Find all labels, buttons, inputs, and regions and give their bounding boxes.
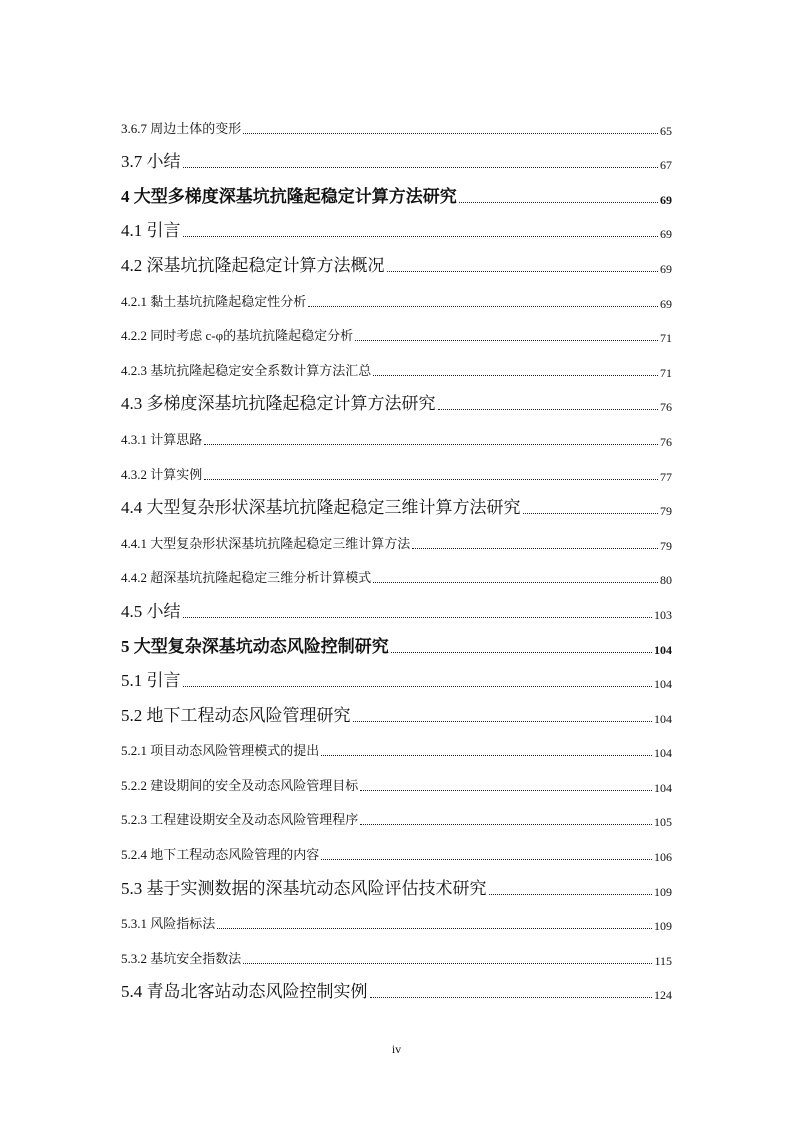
toc-entry-page: 76 bbox=[660, 400, 672, 415]
dot-leader bbox=[523, 513, 659, 514]
toc-entry[interactable] bbox=[121, 622, 672, 657]
toc-entry-page: 104 bbox=[654, 746, 672, 761]
toc-entry-label: 4.2.3 基坑抗隆起稳定安全系数计算方法汇总 bbox=[121, 362, 372, 378]
toc-entry-page: 79 bbox=[660, 504, 672, 519]
dot-leader bbox=[353, 721, 653, 722]
table-of-contents bbox=[121, 103, 672, 1002]
toc-entry-page: 67 bbox=[660, 158, 672, 173]
toc-entry-label: 5.2 地下工程动态风险管理研究 bbox=[121, 705, 351, 725]
toc-entry[interactable] bbox=[121, 207, 672, 242]
toc-entry-label: 4.3.2 计算实例 bbox=[121, 466, 203, 482]
toc-entry-label: 4.4.1 大型复杂形状深基坑抗隆起稳定三维计算方法 bbox=[121, 535, 411, 551]
toc-entry[interactable] bbox=[121, 414, 672, 449]
toc-entry-page: 79 bbox=[660, 538, 672, 553]
toc-entry-label: 4.2.2 同时考虑 c-φ的基坑抗隆起稳定分析 bbox=[121, 328, 354, 344]
toc-entry[interactable] bbox=[121, 449, 672, 484]
toc-entry[interactable] bbox=[121, 241, 672, 276]
toc-entry[interactable] bbox=[121, 103, 672, 138]
toc-entry[interactable] bbox=[121, 553, 672, 588]
toc-entry-page: 71 bbox=[660, 331, 672, 346]
toc-entry-label: 5.3.1 风险指标法 bbox=[121, 916, 216, 932]
toc-entry-page: 109 bbox=[654, 919, 672, 934]
toc-entry-page: 80 bbox=[660, 573, 672, 588]
toc-entry-label: 5.2.4 地下工程动态风险管理的内容 bbox=[121, 847, 320, 863]
dot-leader bbox=[243, 133, 658, 134]
dot-leader bbox=[489, 894, 653, 895]
toc-entry-page: 104 bbox=[654, 711, 672, 726]
toc-entry-label: 5 大型复杂深基坑动态风险控制研究 bbox=[121, 636, 389, 656]
toc-entry-label: 4.2 深基坑抗隆起稳定计算方法概况 bbox=[121, 255, 385, 275]
toc-entry-page: 69 bbox=[660, 227, 672, 242]
toc-entry-label: 5.2.2 建设期间的安全及动态风险管理目标 bbox=[121, 777, 359, 793]
toc-entry-label: 3.7 小结 bbox=[121, 152, 181, 172]
dot-leader bbox=[321, 755, 652, 756]
toc-entry-label: 4.4.2 超深基坑抗隆起稳定三维分析计算模式 bbox=[121, 570, 372, 586]
toc-entry-label: 4.1 引言 bbox=[121, 221, 181, 241]
toc-entry-label: 5.2.3 工程建设期安全及动态风险管理程序 bbox=[121, 812, 359, 828]
dot-leader bbox=[373, 375, 658, 376]
toc-entry-page: 77 bbox=[660, 469, 672, 484]
toc-entry-page: 76 bbox=[660, 434, 672, 449]
dot-leader bbox=[412, 548, 658, 549]
toc-entry[interactable] bbox=[121, 657, 672, 692]
dot-leader bbox=[243, 963, 652, 964]
toc-entry-page: 103 bbox=[654, 607, 672, 622]
toc-entry-label: 5.3 基于实测数据的深基坑动态风险评估技术研究 bbox=[121, 878, 487, 898]
toc-entry-label: 4.3.1 计算思路 bbox=[121, 431, 203, 447]
toc-entry-page: 106 bbox=[654, 850, 672, 865]
toc-entry-label: 4.3 多梯度深基坑抗隆起稳定计算方法研究 bbox=[121, 394, 436, 414]
dot-leader bbox=[360, 790, 652, 791]
dot-leader bbox=[204, 479, 658, 480]
dot-leader bbox=[217, 928, 652, 929]
dot-leader bbox=[391, 652, 652, 653]
toc-entry[interactable] bbox=[121, 691, 672, 726]
toc-entry-label: 5.4 青岛北客站动态风险控制实例 bbox=[121, 982, 368, 1002]
toc-entry-page: 69 bbox=[660, 261, 672, 276]
toc-entry-label: 3.6.7 周边土体的变形 bbox=[121, 120, 242, 136]
toc-entry-page: 69 bbox=[660, 192, 672, 207]
toc-entry[interactable] bbox=[121, 726, 672, 761]
toc-entry-page: 115 bbox=[654, 953, 672, 968]
toc-entry[interactable] bbox=[121, 587, 672, 622]
dot-leader bbox=[204, 444, 658, 445]
toc-entry[interactable] bbox=[121, 380, 672, 415]
toc-entry-label: 4.5 小结 bbox=[121, 601, 181, 621]
toc-entry-label: 5.2.1 项目动态风险管理模式的提出 bbox=[121, 743, 320, 759]
toc-entry[interactable] bbox=[121, 968, 672, 1003]
dot-leader bbox=[321, 859, 652, 860]
dot-leader bbox=[387, 271, 659, 272]
toc-entry[interactable] bbox=[121, 276, 672, 311]
toc-entry[interactable] bbox=[121, 138, 672, 173]
toc-entry[interactable] bbox=[121, 933, 672, 968]
dot-leader bbox=[183, 617, 653, 618]
toc-entry-label: 4 大型多梯度深基坑抗隆起稳定计算方法研究 bbox=[121, 186, 457, 206]
dot-leader bbox=[438, 409, 659, 410]
toc-entry[interactable] bbox=[121, 345, 672, 380]
toc-entry-page: 104 bbox=[654, 677, 672, 692]
page-number: iv bbox=[391, 1042, 402, 1056]
toc-entry[interactable] bbox=[121, 760, 672, 795]
dot-leader bbox=[373, 582, 658, 583]
toc-entry-label: 5.3.2 基坑安全指数法 bbox=[121, 950, 242, 966]
toc-entry[interactable] bbox=[121, 795, 672, 830]
toc-entry[interactable] bbox=[121, 172, 672, 207]
toc-entry-page: 105 bbox=[654, 815, 672, 830]
toc-entry[interactable] bbox=[121, 864, 672, 899]
toc-entry-page: 104 bbox=[654, 642, 672, 657]
toc-entry-page: 109 bbox=[654, 884, 672, 899]
dot-leader bbox=[355, 340, 658, 341]
dot-leader bbox=[183, 236, 659, 237]
toc-entry-page: 65 bbox=[660, 123, 672, 138]
toc-entry-label: 5.1 引言 bbox=[121, 671, 181, 691]
toc-entry-label: 4.2.1 黏土基坑抗隆起稳定性分析 bbox=[121, 293, 307, 309]
toc-entry[interactable] bbox=[121, 311, 672, 346]
dot-leader bbox=[183, 686, 653, 687]
toc-entry-page: 71 bbox=[660, 365, 672, 380]
toc-entry-label: 4.4 大型复杂形状深基坑抗隆起稳定三维计算方法研究 bbox=[121, 498, 521, 518]
toc-entry[interactable] bbox=[121, 899, 672, 934]
dot-leader bbox=[459, 202, 658, 203]
toc-entry-page: 69 bbox=[660, 296, 672, 311]
dot-leader bbox=[308, 306, 658, 307]
dot-leader bbox=[183, 167, 659, 168]
toc-entry[interactable] bbox=[121, 484, 672, 519]
dot-leader bbox=[370, 997, 653, 998]
toc-entry-page: 104 bbox=[654, 780, 672, 795]
toc-entry-page: 124 bbox=[654, 988, 672, 1003]
toc-entry[interactable] bbox=[121, 829, 672, 864]
dot-leader bbox=[360, 824, 652, 825]
toc-entry[interactable] bbox=[121, 518, 672, 553]
